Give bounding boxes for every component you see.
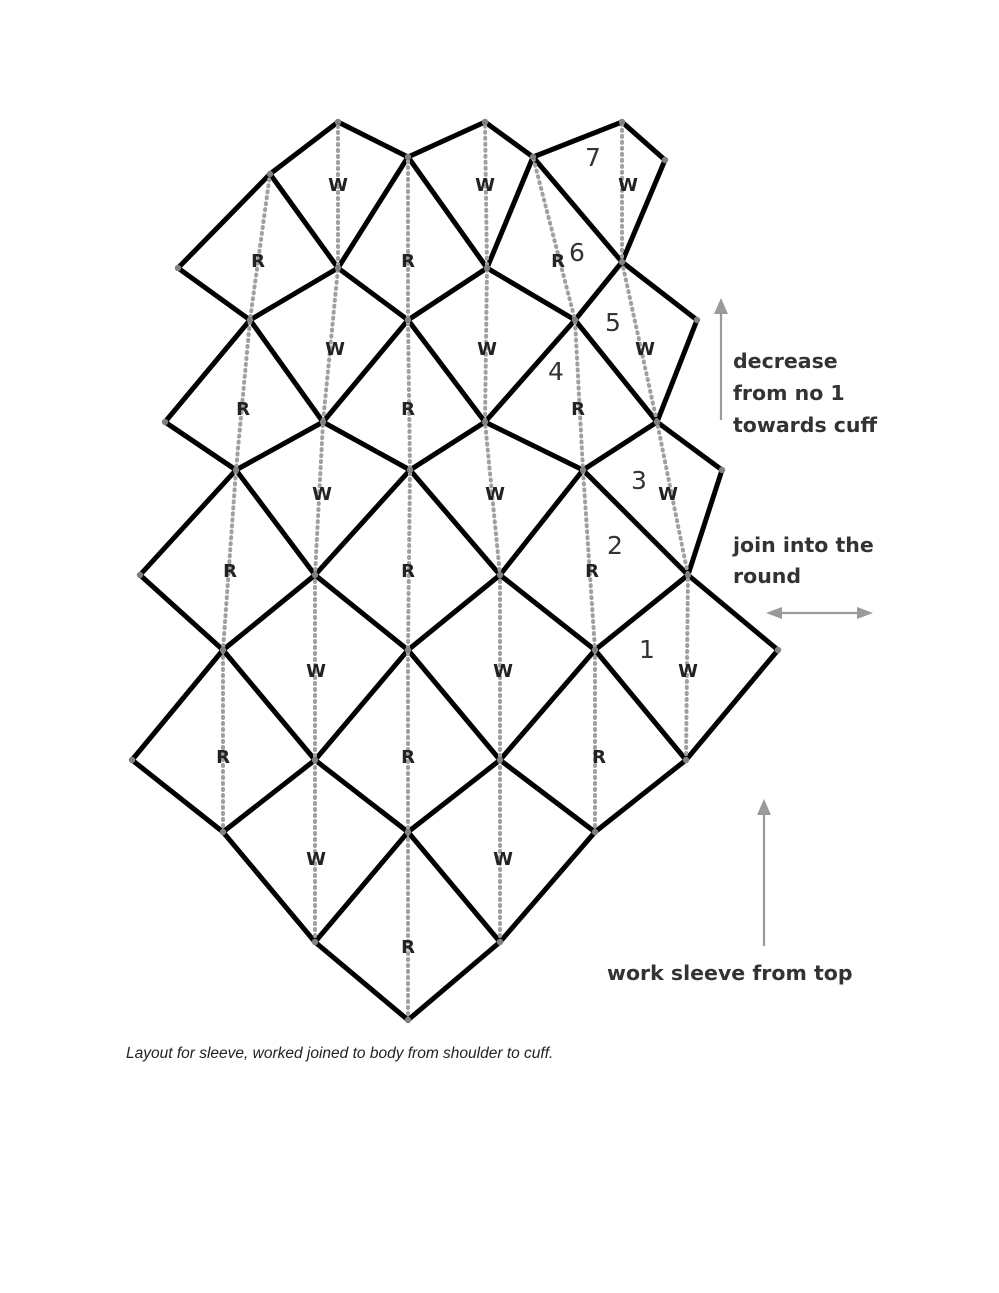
- decrease-note-line-2: from no 1: [733, 381, 845, 405]
- decrease-annotation: [714, 298, 878, 437]
- tile-edge: [500, 470, 583, 575]
- tile-edge: [408, 942, 500, 1020]
- corner-knot: [233, 467, 239, 473]
- tile-edge: [236, 422, 323, 470]
- corner-knot: [312, 572, 318, 578]
- tile-edge: [223, 650, 315, 760]
- tile-edge: [132, 650, 223, 760]
- corner-knot: [312, 757, 318, 763]
- decrease-number-6: 6: [569, 238, 585, 267]
- corner-knot: [497, 572, 503, 578]
- tile-edge: [408, 575, 500, 650]
- tile-label-r: R: [216, 747, 230, 768]
- double-arrow-head-left: [766, 607, 782, 619]
- corner-knot: [405, 829, 411, 835]
- corner-knot: [335, 265, 341, 271]
- corner-knot: [719, 467, 725, 473]
- corner-knot: [220, 647, 226, 653]
- corner-knot: [405, 317, 411, 323]
- tile-edge: [140, 470, 236, 575]
- corner-knot: [592, 829, 598, 835]
- decrease-number-1: 1: [639, 635, 655, 664]
- corner-knot: [497, 939, 503, 945]
- corner-knot: [162, 419, 168, 425]
- corner-knot: [580, 467, 586, 473]
- corner-knot: [592, 647, 598, 653]
- work-annotation: [607, 799, 853, 985]
- tile-letters: [216, 175, 698, 958]
- tile-edge: [236, 470, 315, 575]
- tile-edge: [178, 268, 250, 320]
- tile-label-w: W: [306, 849, 326, 870]
- tile-edge: [408, 832, 500, 942]
- tile-label-r: R: [236, 399, 250, 420]
- double-arrow-head-right: [857, 607, 873, 619]
- tile-edge: [485, 422, 583, 470]
- tile-label-w: W: [328, 175, 348, 196]
- work-note: work sleeve from top: [607, 961, 853, 985]
- corner-knot: [129, 757, 135, 763]
- join-note-line-2: round: [733, 564, 802, 588]
- work-arrow-head: [757, 799, 771, 815]
- tile-label-w: W: [325, 339, 345, 360]
- tile-edge: [165, 422, 236, 470]
- tile-edge: [583, 422, 657, 470]
- tile-edge: [487, 157, 533, 268]
- tile-label-r: R: [592, 747, 606, 768]
- corner-knot: [619, 119, 625, 125]
- tile-label-w: W: [493, 661, 513, 682]
- tile-edge: [595, 650, 686, 760]
- tile-label-r: R: [223, 561, 237, 582]
- tile-label-r: R: [551, 251, 565, 272]
- corner-knot: [175, 265, 181, 271]
- decrease-note-line-1: decrease: [733, 349, 838, 373]
- corner-knot: [497, 757, 503, 763]
- tile-edge: [323, 422, 410, 470]
- tile-edge: [250, 268, 338, 320]
- corner-knot: [662, 157, 668, 163]
- tile-edge: [270, 122, 338, 174]
- decrease-number-5: 5: [605, 308, 621, 337]
- corner-knot: [482, 119, 488, 125]
- decrease-number-2: 2: [607, 531, 623, 560]
- tile-edge: [408, 650, 500, 760]
- corner-knot: [405, 1017, 411, 1023]
- tile-edge: [500, 575, 595, 650]
- tile-edge: [533, 122, 622, 157]
- tile-label-r: R: [401, 251, 415, 272]
- tile-edge: [410, 422, 485, 470]
- corner-knot: [619, 259, 625, 265]
- tile-label-w: W: [618, 175, 638, 196]
- tile-edge: [500, 832, 595, 942]
- corner-knot: [654, 419, 660, 425]
- tile-label-r: R: [401, 561, 415, 582]
- decrease-number-3: 3: [631, 466, 647, 495]
- tile-edge: [338, 268, 408, 320]
- tile-edge: [223, 575, 315, 650]
- tile-edge: [408, 760, 500, 832]
- tile-edge: [408, 268, 487, 320]
- corner-knot: [407, 467, 413, 473]
- decrease-number-7: 7: [585, 143, 601, 172]
- corner-knot: [685, 572, 691, 578]
- tile-label-r: R: [251, 251, 265, 272]
- tile-edge: [315, 942, 408, 1020]
- corner-knot: [312, 939, 318, 945]
- up-arrow-head: [714, 298, 728, 314]
- tile-label-w: W: [312, 484, 332, 505]
- tile-label-r: R: [585, 561, 599, 582]
- tile-edge: [250, 320, 323, 422]
- decrease-number-4: 4: [548, 357, 564, 386]
- tile-edge: [408, 320, 485, 422]
- tile-edge: [223, 832, 315, 942]
- tile-edge: [408, 157, 487, 268]
- tile-label-r: R: [571, 399, 585, 420]
- corner-knot: [405, 154, 411, 160]
- corner-knot: [405, 647, 411, 653]
- tile-edge: [132, 760, 223, 832]
- tile-edge: [315, 650, 408, 760]
- corner-knot: [482, 419, 488, 425]
- tile-label-r: R: [401, 937, 415, 958]
- join-note-line-1: join into the: [733, 533, 874, 557]
- corner-knot: [484, 265, 490, 271]
- tile-label-w: W: [658, 484, 678, 505]
- tile-edge: [686, 650, 778, 760]
- tile-label-r: R: [401, 399, 415, 420]
- tile-edge: [315, 760, 408, 832]
- tile-edge: [500, 650, 595, 760]
- tile-label-w: W: [485, 484, 505, 505]
- tile-edge: [140, 575, 223, 650]
- tile-edge: [595, 760, 686, 832]
- tile-label-r: R: [401, 747, 415, 768]
- decrease-note-line-3: towards cuff: [733, 413, 878, 437]
- corner-knot: [220, 829, 226, 835]
- corner-knot: [247, 317, 253, 323]
- join-annotation: [732, 533, 874, 619]
- tile-edge: [622, 122, 665, 160]
- corner-knot: [530, 154, 536, 160]
- tile-edge: [338, 157, 408, 268]
- tile-edge: [485, 122, 533, 157]
- tile-label-w: W: [635, 339, 655, 360]
- tile-edge: [500, 760, 595, 832]
- tile-edge: [408, 122, 485, 157]
- corner-knot: [775, 647, 781, 653]
- tile-edge: [338, 122, 408, 157]
- corner-knot: [683, 757, 689, 763]
- tile-edge: [223, 760, 315, 832]
- tile-edge: [688, 470, 722, 575]
- corner-knot: [137, 572, 143, 578]
- guide-column: [408, 157, 410, 1020]
- corner-knot: [694, 317, 700, 323]
- tile-label-w: W: [678, 661, 698, 682]
- tile-edge: [315, 575, 408, 650]
- tile-edge: [657, 320, 697, 422]
- tile-label-w: W: [475, 175, 495, 196]
- tile-edge: [323, 320, 408, 422]
- tile-label-w: W: [306, 661, 326, 682]
- figure-caption: Layout for sleeve, worked joined to body from shoulder to cuff.: [126, 1045, 554, 1062]
- tile-edge: [315, 832, 408, 942]
- corner-knot: [267, 171, 273, 177]
- corner-knot: [335, 119, 341, 125]
- tile-label-w: W: [493, 849, 513, 870]
- tile-label-w: W: [477, 339, 497, 360]
- corner-knot: [320, 419, 326, 425]
- corner-knot: [572, 317, 578, 323]
